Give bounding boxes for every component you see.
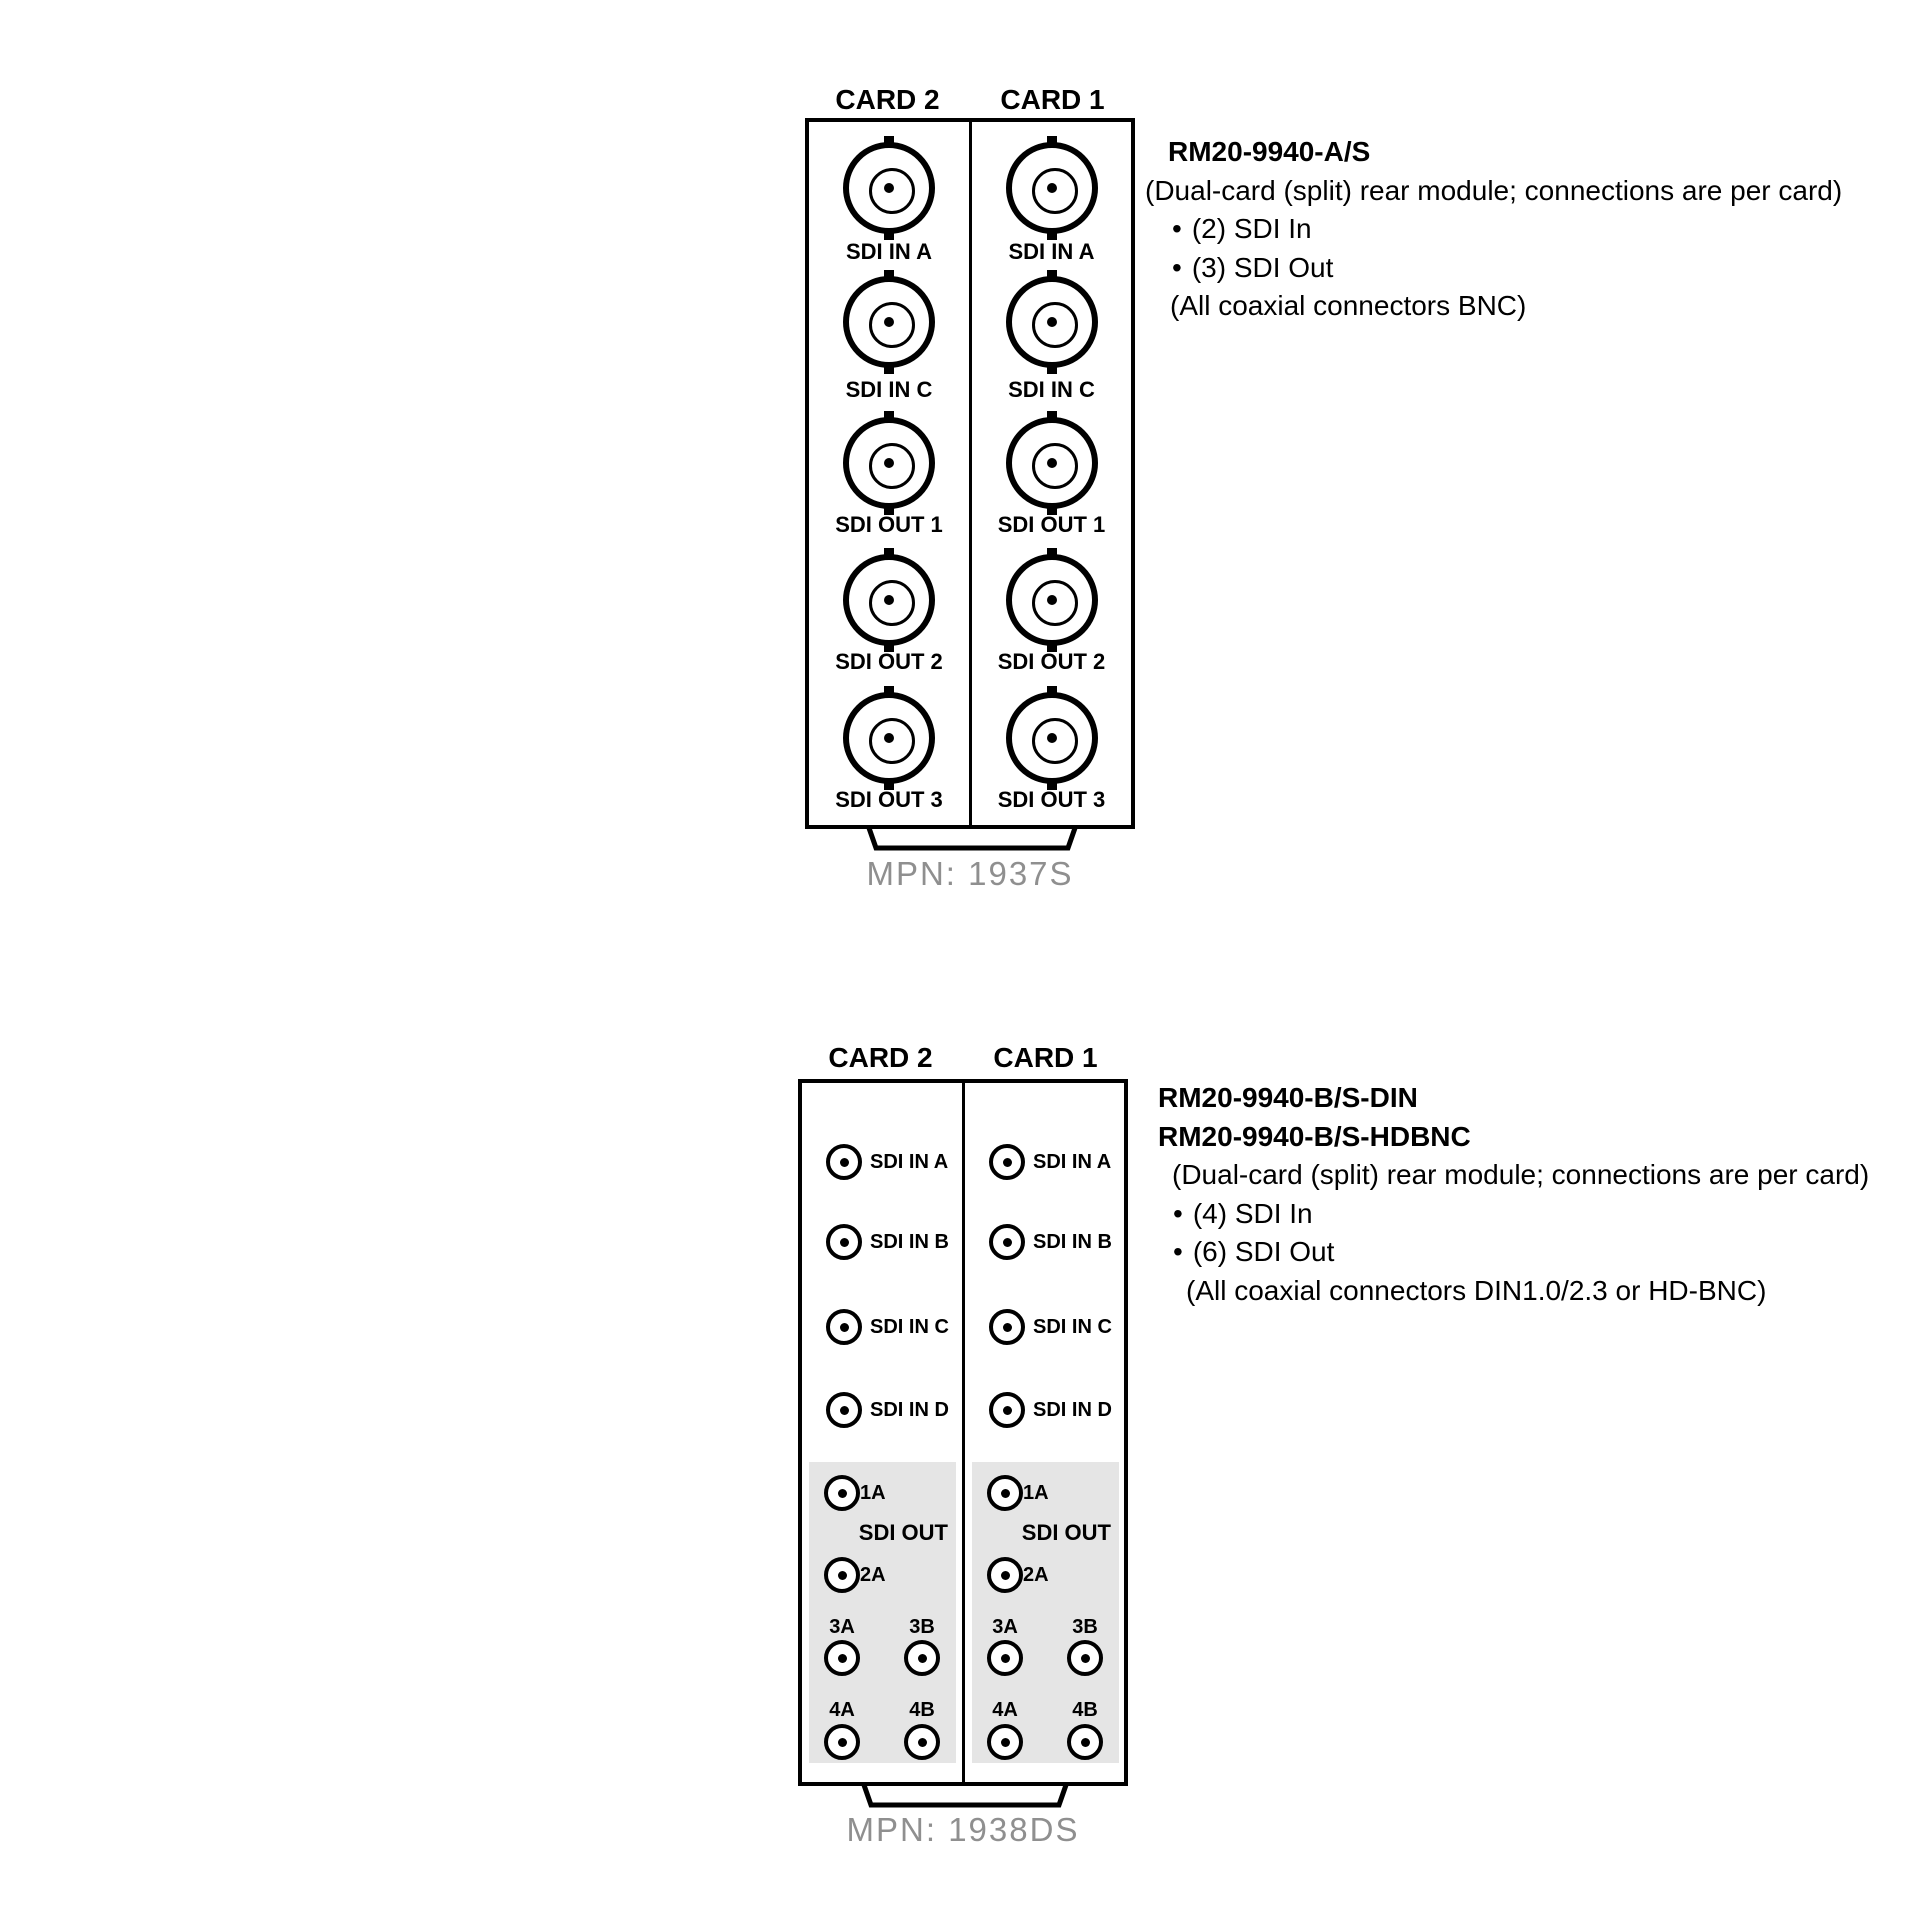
connector-label: SDI IN B [870, 1231, 949, 1253]
connector-label: 4A [829, 1699, 855, 1721]
module-a-specs [1145, 133, 1842, 326]
module-a-title: RM20-9940-A/S [1168, 136, 1371, 167]
connector-label: 4A [992, 1699, 1018, 1721]
sdi-out-group-label: SDI OUT [858, 1520, 948, 1545]
connector-label: 4B [1072, 1699, 1098, 1721]
connector-label: SDI IN A [870, 1151, 949, 1173]
module-a-mpn-label: MPN: 1937S [866, 855, 1074, 892]
connector-label: 3B [909, 1616, 935, 1638]
din-connector-icon [987, 1557, 1023, 1593]
module-b-card1-header: CARD 1 [993, 1042, 1098, 1073]
connector-label: SDI IN B [1033, 1231, 1112, 1253]
connector-label: 3B [1072, 1616, 1098, 1638]
bnc-connector-icon [843, 417, 935, 509]
connector-label: SDI IN C [870, 1316, 949, 1338]
connector-label: SDI IN C [845, 377, 933, 402]
module-b-rear-panel [798, 1079, 1128, 1786]
din-connector-icon [989, 1144, 1025, 1180]
sdi-out-group [972, 1462, 1119, 1763]
din-connector-icon [826, 1392, 862, 1428]
module-a-card2-column [809, 122, 969, 825]
module-b-bullet: • (6) SDI Out [1173, 1233, 1869, 1272]
din-connector-icon [987, 1640, 1023, 1676]
connector-label: SDI IN A [846, 239, 932, 264]
module-b-bullet: • (4) SDI In [1173, 1195, 1869, 1234]
connector-label: SDI IN A [1008, 239, 1095, 264]
din-connector-icon [824, 1475, 860, 1511]
connector-label: 2A [1023, 1564, 1049, 1586]
din-connector-icon [987, 1475, 1023, 1511]
connector-label: SDI IN D [870, 1399, 949, 1421]
module-b-card2-header: CARD 2 [828, 1042, 933, 1073]
din-connector-icon [826, 1224, 862, 1260]
din-connector-icon [824, 1640, 860, 1676]
connector-label: SDI OUT 1 [997, 512, 1106, 537]
connector-label: 4B [909, 1699, 935, 1721]
bnc-connector-icon [843, 276, 935, 368]
bnc-connector-icon [843, 692, 935, 784]
connector-label: 1A [860, 1482, 886, 1504]
module-b-card1-column [962, 1083, 1124, 1782]
bnc-connector-icon [1006, 417, 1098, 509]
din-connector-icon [989, 1224, 1025, 1260]
din-connector-icon [826, 1144, 862, 1180]
connector-label: SDI OUT 1 [835, 512, 943, 537]
connector-label: SDI IN C [1008, 377, 1095, 402]
module-b-title: RM20-9940-B/S-DIN [1158, 1082, 1418, 1113]
module-a-bullet: • (3) SDI Out [1172, 249, 1842, 288]
sdi-out-group-label: SDI OUT [1021, 1520, 1111, 1545]
module-a-note: (All coaxial connectors BNC) [1170, 290, 1527, 321]
module-b-note: (All coaxial connectors DIN1.0/2.3 or HD-BNC) [1186, 1274, 1767, 1306]
din-connector-icon [824, 1724, 860, 1760]
din-connector-icon [989, 1309, 1025, 1345]
module-a-card1-column [969, 122, 1131, 825]
module-a-card1-header: CARD 1 [1000, 84, 1105, 115]
connector-label: 1A [1023, 1482, 1049, 1504]
din-connector-icon [826, 1309, 862, 1345]
din-connector-icon [1067, 1640, 1103, 1676]
din-connector-icon [1067, 1724, 1103, 1760]
connector-label: SDI OUT 3 [835, 787, 943, 812]
bnc-connector-icon [843, 554, 935, 646]
connector-label: 3A [992, 1616, 1018, 1638]
connector-label: 3A [829, 1616, 855, 1638]
din-connector-icon [904, 1724, 940, 1760]
connector-label: SDI IN D [1033, 1399, 1112, 1421]
module-b-card2-column [802, 1083, 962, 1782]
module-a-subtitle: (Dual-card (split) rear module; connections are per card) [1145, 174, 1843, 206]
connector-label: SDI IN C [1033, 1316, 1112, 1338]
bnc-connector-icon [1006, 554, 1098, 646]
sdi-out-group [809, 1462, 956, 1763]
din-connector-icon [987, 1724, 1023, 1760]
module-a-rear-panel [805, 118, 1135, 829]
bnc-connector-icon [843, 142, 935, 234]
module-b-subtitle: (Dual-card (split) rear module; connections are per card) [1172, 1159, 1870, 1190]
bnc-connector-icon [1006, 692, 1098, 784]
connector-label: SDI OUT 2 [835, 649, 943, 674]
din-connector-icon [989, 1392, 1025, 1428]
bnc-connector-icon [1006, 142, 1098, 234]
connector-label: SDI IN A [1033, 1151, 1112, 1173]
din-connector-icon [824, 1557, 860, 1593]
panel-mounting-tab [865, 826, 1079, 852]
module-a-bullet: • (2) SDI In [1172, 210, 1842, 249]
connector-label: SDI OUT 3 [997, 787, 1106, 812]
module-b-specs [1158, 1079, 1869, 1310]
connector-label: SDI OUT 2 [997, 649, 1106, 674]
panel-mounting-tab [860, 1783, 1070, 1809]
module-b-title: RM20-9940-B/S-HDBNC [1158, 1120, 1471, 1152]
bnc-connector-icon [1006, 276, 1098, 368]
connector-label: 2A [860, 1564, 886, 1586]
din-connector-icon [904, 1640, 940, 1676]
module-a-card2-header: CARD 2 [835, 84, 940, 115]
module-b-mpn-label: MPN: 1938DS [846, 1811, 1080, 1848]
